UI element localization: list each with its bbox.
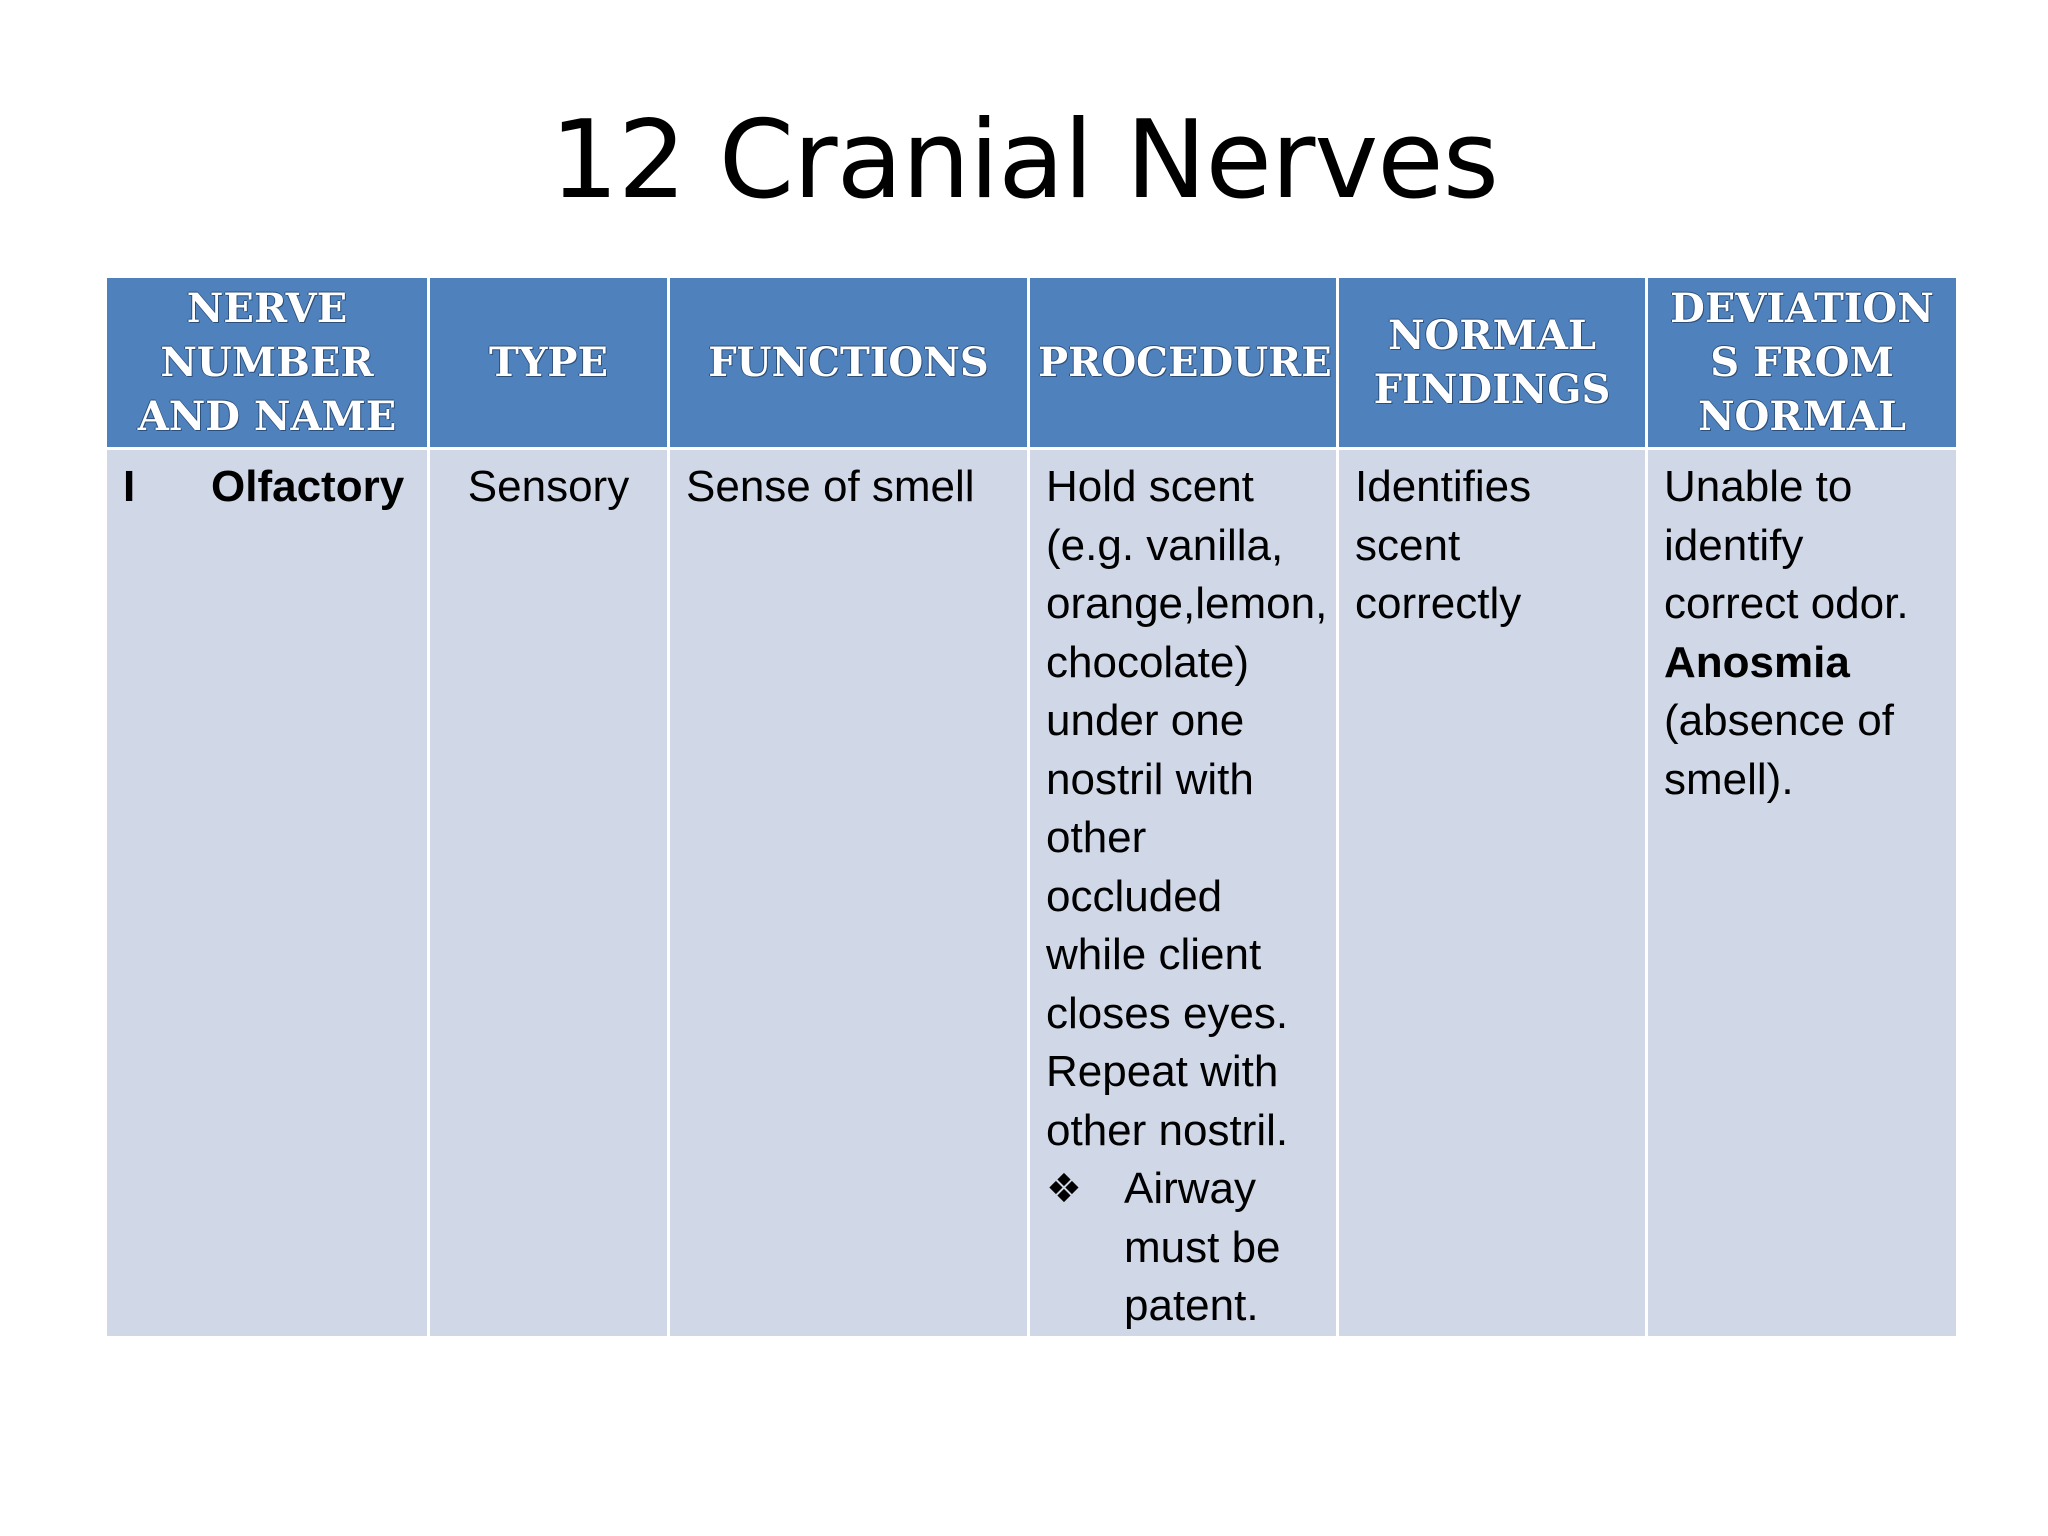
header-normal-findings: NORMAL FINDINGS	[1338, 277, 1647, 449]
table-row	[106, 449, 1958, 1338]
cell-procedure	[1029, 449, 1338, 1338]
deviation-text: Unable to identify correct odor.	[1664, 462, 1909, 628]
deviation-detail: (absence of smell).	[1664, 696, 1894, 804]
deviation-term: Anosmia	[1664, 637, 1850, 687]
nerve-label	[123, 458, 411, 517]
diamond-bullet-icon: ❖	[1046, 1167, 1082, 1211]
procedure-bullet-item	[1046, 1160, 1320, 1336]
nerve-name: Olfactory	[211, 462, 405, 511]
cranial-nerves-table	[104, 275, 1959, 1339]
header-type: TYPE	[429, 277, 669, 449]
procedure-bullet-text: Airway must be patent.	[1124, 1164, 1281, 1330]
cell-functions: Sense of smell	[669, 449, 1029, 1338]
slide-title: 12 Cranial Nerves	[550, 98, 1498, 223]
cell-nerve	[106, 449, 429, 1338]
nerve-number: I	[123, 462, 136, 511]
header-functions: FUNCTIONS	[669, 277, 1029, 449]
table-header-row	[106, 277, 1958, 449]
cell-type: Sensory	[429, 449, 669, 1338]
cell-normal-findings: Identifies scent correctly	[1338, 449, 1647, 1338]
header-deviations-from-normal: DEVIATION S FROM NORMAL	[1647, 277, 1958, 449]
header-nerve-number-and-name: NERVE NUMBER AND NAME	[106, 277, 429, 449]
header-procedure: PROCEDURE	[1029, 277, 1338, 449]
procedure-text: Hold scent (e.g. vanilla, orange,lemon, chocolate) under one nostril with other occluded while client closes eyes. Repeat with other nostril.	[1046, 462, 1328, 1155]
cell-deviations	[1647, 449, 1958, 1338]
